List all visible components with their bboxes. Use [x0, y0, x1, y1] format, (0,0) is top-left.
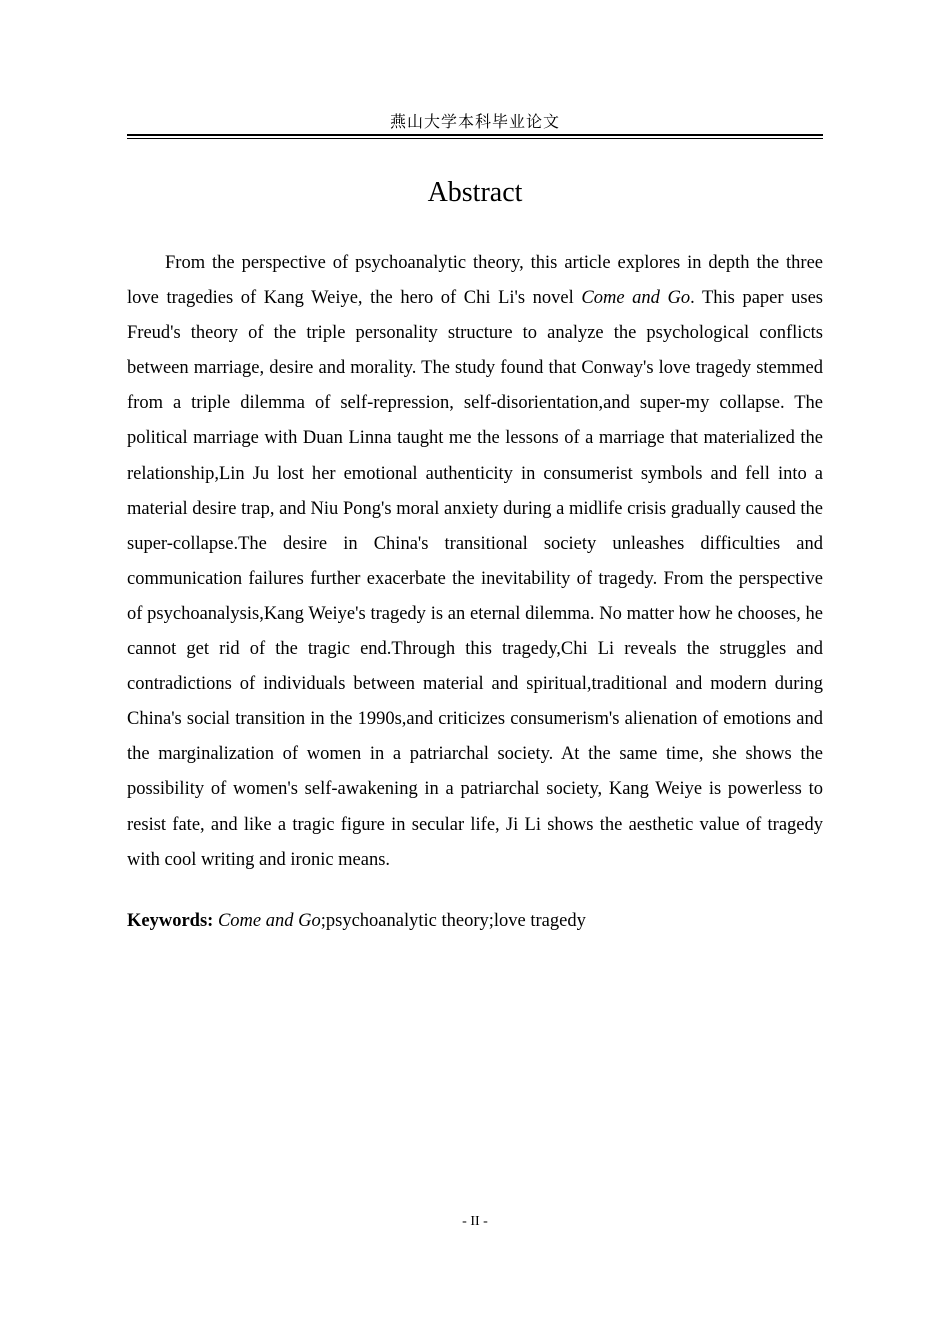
abstract-title: Abstract: [427, 177, 523, 208]
keywords-line: [127, 906, 823, 936]
page-header: 燕山大学本科毕业论文: [389, 114, 560, 131]
abstract-body: [127, 246, 823, 878]
keywords-rest: ;psychoanalytic theory;love tragedy: [320, 911, 586, 931]
keywords-label: Keywords:: [127, 911, 214, 931]
header-rule: [127, 134, 823, 139]
abstract-text-part1: From the perspective of psychoanalytic theory, this article explores in depth the three love tragedies of Kang Weiye, the hero of Chi Li's novel: [127, 253, 823, 309]
keywords-italic-term: Come and Go: [217, 911, 321, 931]
abstract-text-part2: . This paper uses Freud's theory of the triple personality structure to analyze the psychological conflicts between marriage, desire and morality. The study found that Conway's love tragedy stemmed from a triple dilemma of self-repression, self-disorientation,and super-my collapse. The political marriage with Duan Linna taught me the lessons of a marriage that materialized the relationship,Lin Ju lost her emotional authenticity in consumerist symbols and fell into a material desire trap, and Niu Pong's moral anxiety during a midlife crisis gradually caused the super-collapse.The desire in China's transitional society unleashes difficulties and communication failures further exacerbate the inevitability of tragedy. From the perspective of psychoanalysis,Kang Weiye's tragedy is an eternal dilemma. No matter how he chooses, he cannot get rid of the tragic end.Through this tragedy,Chi Li reveals the struggles and contradictions of individuals between material and spiritual,traditional and modern during China's social transition in the 1990s,and criticizes consumerism's alienation of emotions and the marginalization of women in a patriarchal society. At the same time, she shows the possibility of women's self-awakening in a patriarchal society, Kang Weiye is powerless to resist fate, and like a tragic figure in secular life, Ji Li shows the aesthetic value of tragedy with cool writing and ironic means.: [127, 288, 823, 870]
novel-title: Come and Go: [581, 288, 691, 309]
page-number: - II -: [462, 1214, 488, 1229]
